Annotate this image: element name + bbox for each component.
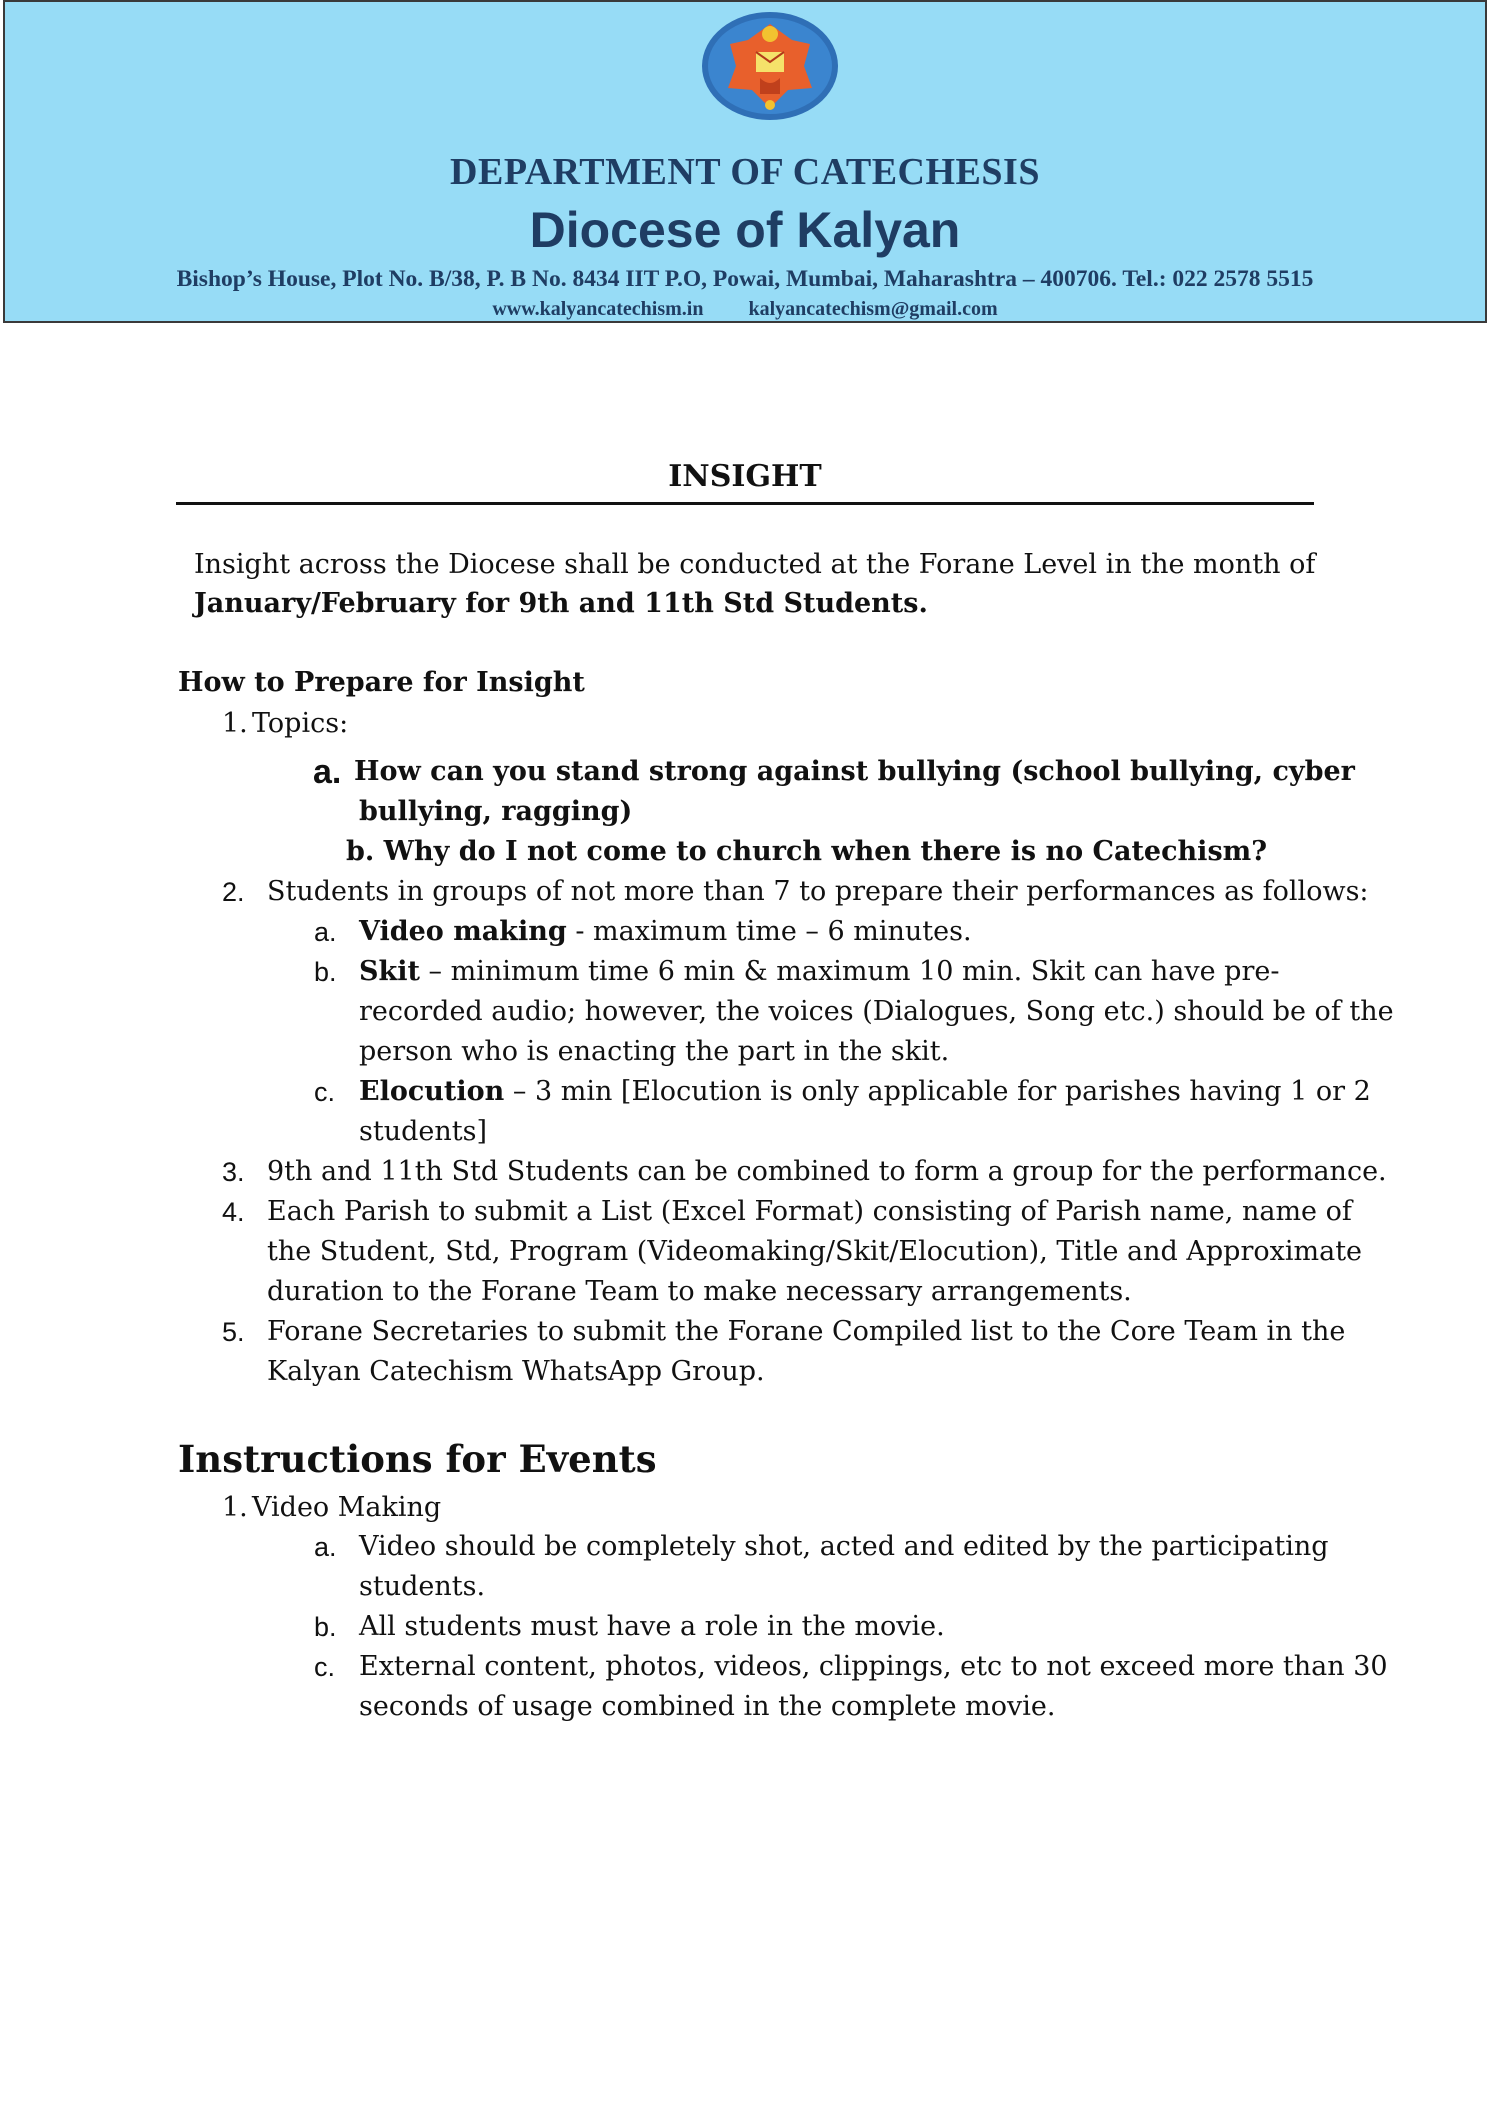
contact-line xyxy=(5,298,1485,321)
item-3-text: 9th and 11th Std Students can be combined to form a group for the performance. xyxy=(267,1156,1387,1187)
list-marker: a. xyxy=(313,753,342,791)
event-b-line-1: All students must have a role in the movie. xyxy=(359,1611,945,1642)
elocution-label: Elocution xyxy=(359,1076,505,1107)
list-marker: a. xyxy=(314,917,337,947)
item-4-line-1: Each Parish to submit a List (Excel Format) consisting of Parish name, name of xyxy=(267,1196,1352,1227)
events-heading: Instructions for Events xyxy=(178,1437,657,1481)
item-5-line-2: Kalyan Catechism WhatsApp Group. xyxy=(267,1356,765,1387)
event-a-line-2: students. xyxy=(359,1571,486,1602)
video-making-detail: - maximum time – 6 minutes. xyxy=(566,916,972,947)
video-making-line xyxy=(359,912,972,952)
event-c-line-2: seconds of usage combined in the complete movie. xyxy=(359,1691,1056,1722)
list-marker: 2. xyxy=(222,877,245,907)
item-5-line-1: Forane Secretaries to submit the Forane Compiled list to the Core Team in the xyxy=(267,1316,1346,1347)
topic-a-line-2: bullying, ragging) xyxy=(359,796,633,827)
elocution-line-2: students] xyxy=(359,1116,487,1147)
item-4-line-2: the Student, Std, Program (Videomaking/Skit/Elocution), Title and Approximate xyxy=(267,1236,1363,1267)
skit-line-3: person who is enacting the part in the skit. xyxy=(359,1036,950,1067)
list-marker: a. xyxy=(314,1532,337,1562)
postal-address: Bishop’s House, Plot No. B/38, P. B No. 8434 IIT P.O, Powai, Mumbai, Maharashtra – 400706. Tel.: 022 2578 5515 xyxy=(176,266,1314,292)
list-marker: c. xyxy=(314,1652,336,1682)
list-marker: 1. xyxy=(222,708,248,739)
event-a-line-1: Video should be completely shot, acted and edited by the participating xyxy=(359,1531,1329,1562)
elocution-line-1 xyxy=(359,1072,1371,1112)
elocution-detail: – 3 min [Elocution is only applicable for parishes having 1 or 2 xyxy=(504,1076,1371,1107)
diocese-emblem-logo xyxy=(700,10,840,122)
video-making-heading: Video Making xyxy=(252,1492,442,1523)
skit-line-2: recorded audio; however, the voices (Dialogues, Song etc.) should be of the xyxy=(359,996,1394,1027)
skit-label: Skit xyxy=(359,956,420,987)
list-marker: b. xyxy=(314,957,337,987)
list-marker: 1. xyxy=(222,1492,248,1523)
intro-line-2: January/February for 9th and 11th Std Students. xyxy=(194,588,928,619)
video-making-label: Video making xyxy=(359,916,567,947)
document-title: INSIGHT xyxy=(668,459,822,494)
topics-label: Topics: xyxy=(252,708,349,739)
topic-a-line-1: How can you stand strong against bullying (school bullying, cyber xyxy=(354,756,1355,787)
website-link[interactable]: www.kalyancatechism.in xyxy=(492,298,704,320)
department-name: DEPARTMENT OF CATECHESIS xyxy=(450,151,1040,193)
list-marker: 4. xyxy=(222,1197,245,1227)
list-marker: 3. xyxy=(222,1157,245,1187)
title-underline xyxy=(176,502,1314,505)
skit-line-1 xyxy=(359,952,1279,992)
diocese-name: Diocese of Kalyan xyxy=(529,202,961,258)
letterhead xyxy=(3,0,1487,323)
list-marker: c. xyxy=(314,1077,336,1107)
intro-line-1: Insight across the Diocese shall be conducted at the Forane Level in the month of xyxy=(194,549,1316,580)
item-2-text: Students in groups of not more than 7 to prepare their performances as follows: xyxy=(267,876,1369,907)
prepare-heading: How to Prepare for Insight xyxy=(178,667,585,698)
topic-b: b. Why do I not come to church when there is no Catechism? xyxy=(346,836,1268,867)
list-marker: 5. xyxy=(222,1317,245,1347)
skit-detail: – minimum time 6 min & maximum 10 min. Skit can have pre- xyxy=(419,956,1280,987)
list-marker: b. xyxy=(314,1612,337,1642)
event-c-line-1: External content, photos, videos, clippings, etc to not exceed more than 30 xyxy=(359,1651,1388,1682)
email-link[interactable]: kalyancatechism@gmail.com xyxy=(748,298,998,320)
item-4-line-3: duration to the Forane Team to make necessary arrangements. xyxy=(267,1276,1132,1307)
